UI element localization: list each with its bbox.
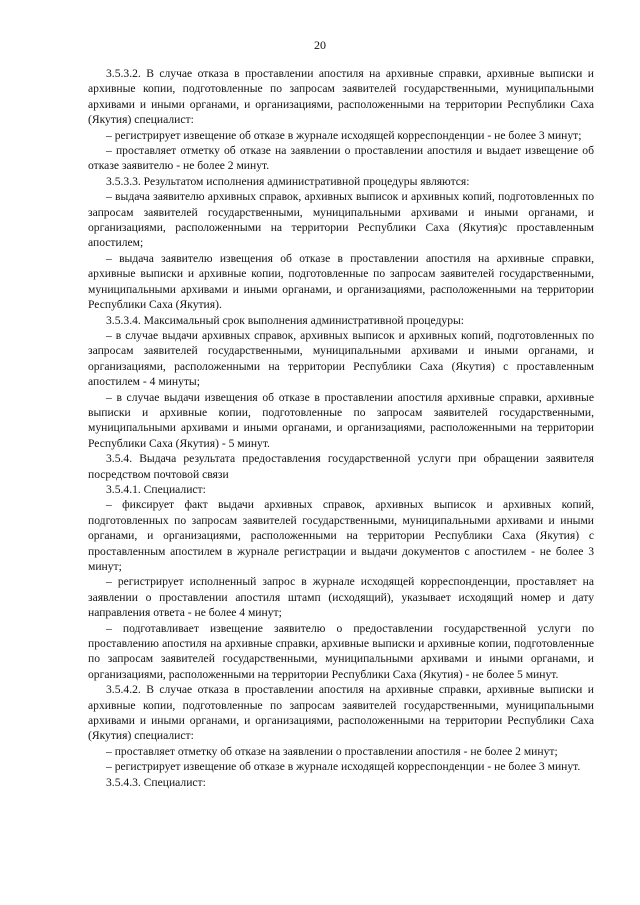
list-item-register-refusal: – регистрирует извещение об отказе в журнале исходящей корреспонденции - не более 3 минут; <box>106 128 582 142</box>
list-item-register-refusal-postal: – регистрирует извещение об отказе в журнале исходящей корреспонденции - не более 3 минут. <box>106 760 581 774</box>
page-number: 20 <box>314 38 326 52</box>
paragraph-3-5-3-3: 3.5.3.3. Результатом исполнения административной процедуры являются: <box>106 174 470 188</box>
document-body <box>88 66 594 790</box>
paragraph-3-5-4-3: 3.5.4.3. Специалист: <box>106 775 206 789</box>
list-item-deadline-refusal: – в случае выдачи извещения об отказе в проставлении апостиля архивные справки, архивные выписки и архивные копии, подготовленные по запросам заявителей государственными, муниципальными архивами и иными органами, и организациями, расположенными на территории Республики Саха (Якутия) - 5 минут. <box>88 390 594 450</box>
list-item-register-request: – регистрирует исполненный запрос в журнале исходящей корреспонденции, проставляет на заявлении о проставлении апостиля штамп (исходящий), указывает исходящий номер и дату направления ответа - не более 4 минут; <box>88 575 594 620</box>
paragraph-3-5-3-4: 3.5.3.4. Максимальный срок выполнения административной процедуры: <box>106 313 465 327</box>
list-item-deadline-issue: – в случае выдачи архивных справок, архивных выписок и архивных копий, подготовленных по запросам заявителей государственными, муниципальными архивами и иными органами, и организациями, расположенными на территории Республики Саха (Якутия) с проставленным апостилем - 4 минуты; <box>88 328 594 389</box>
paragraph-3-5-4-2: 3.5.4.2. В случае отказа в проставлении апостиля на архивные справки, архивные выписки и архивные копии, подготовленные по запросам заявителей государственными, муниципальными архивами и иными органами, и организациями, расположенными на территории Республики Саха (Якутия) специалист: <box>88 683 594 743</box>
list-item-record-issue: – фиксирует факт выдачи архивных справок, архивных выписок и архивных копий, подготовленных по запросам заявителей государственными, муниципальными архивами и иными органами, и организациями, расположенными на территории Республики Саха (Якутия) с проставленным апостилем в журнале регистрации и выдачи документов с апостилем - не более 3 минут; <box>88 498 594 573</box>
list-item-mark-refusal: – проставляет отметку об отказе на заявлении о проставлении апостиля и выдает извещение об отказе заявителю - не более 2 минут. <box>88 144 594 173</box>
paragraph-3-5-4: 3.5.4. Выдача результата предоставления государственной услуги при обращении заявителя посредством почтовой связи <box>88 452 594 481</box>
list-item-mark-refusal-postal: – проставляет отметку об отказе на заявлении о проставлении апостиля - не более 2 минут; <box>106 744 558 758</box>
paragraph-3-5-4-1: 3.5.4.1. Специалист: <box>106 482 206 496</box>
list-item-issue-refusal-notice: – выдача заявителю извещения об отказе в проставлении апостиля на архивные справки, архивные выписки и архивные копии, подготовленные по запросам заявителей государственными, муниципальными архивами и иными органами, и организациями, расположенными на территории Республики Саха (Якутия). <box>88 251 594 312</box>
list-item-prepare-notice: – подготавливает извещение заявителю о предоставлении государственной услуги по проставлению апостиля на архивные справки, архивные выписки и архивные копии, подготовленные по запросам заявителей государственными, муниципальными архивами и иными органами, и организациями, расположенными на территории Республики Саха (Якутия) - не более 5 минут. <box>88 621 594 681</box>
list-item-issue-documents: – выдача заявителю архивных справок, архивных выписок и архивных копий, подготовленных по запросам заявителей государственными, муниципальными архивами и иными органами, и организациями, расположенными на территории Республики Саха (Якутия)с проставленным апостилем; <box>88 190 594 250</box>
paragraph-3-5-3-2: 3.5.3.2. В случае отказа в проставлении апостиля на архивные справки, архивные выписки и архивные копии, подготовленные по запросам заявителей государственными, муниципальными архивами и иными органами, и организациями, расположенными на территории Республики Саха (Якутия) специалист: <box>88 67 594 127</box>
